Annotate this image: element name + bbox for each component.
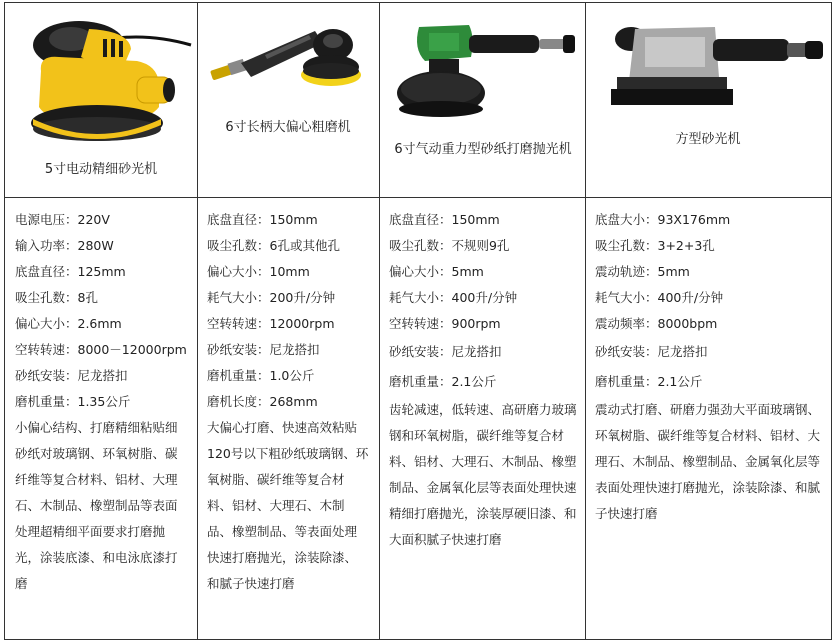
spec-row: 磨机长度：268mm <box>207 394 318 409</box>
spec-row: 空转转速：8000－12000rpm <box>15 342 187 357</box>
product-description: 小偏心结构、打磨精细粘贴细砂纸对玻璃钢、环氧树脂、碳纤维等复合材料、铝材、大理石、木制品、橡塑制品等表面处理超精细平面要求打磨抛光，涂装底漆、和电泳底漆打磨 <box>15 420 178 591</box>
spec-row: 砂纸安装：尼龙搭扣 <box>207 342 320 357</box>
spec-row: 底盘直径：150mm <box>207 212 318 227</box>
spec-row: 震动轨迹：5mm <box>595 264 690 279</box>
row-divider <box>5 197 831 198</box>
spec-row: 底盘直径：125mm <box>15 264 126 279</box>
spec-row: 耗气大小：200升/分钟 <box>207 290 336 305</box>
product-comparison-table <box>4 2 832 640</box>
column-divider <box>585 3 586 639</box>
spec-row: 磨机重量：2.1公斤 <box>389 374 497 389</box>
spec-row: 磨机重量：1.35公斤 <box>15 394 131 409</box>
product-photo-electric-sander <box>19 11 194 151</box>
product-specs <box>207 207 377 597</box>
spec-row: 空转转速：12000rpm <box>207 316 335 331</box>
spec-row: 输入功率：280W <box>15 238 114 253</box>
spec-row: 磨机重量：1.0公斤 <box>207 368 315 383</box>
product-description: 齿轮减速，低转速、高研磨力玻璃钢和环氧树脂，碳纤维等复合材料、铝材、大理石、木制品、橡塑制品、金属氧化层等表面处理快速精细打磨抛光，涂装厚硬旧漆、和大面积腻子快速打磨 <box>389 402 577 547</box>
spec-row: 偏心大小：2.6mm <box>15 316 122 331</box>
column-divider <box>197 3 198 639</box>
spec-row: 砂纸安装：尼龙搭扣 <box>389 344 502 359</box>
spec-row: 底盘大小：93X176mm <box>595 212 731 227</box>
spec-row: 吸尘孔数：8孔 <box>15 290 98 305</box>
spec-row: 砂纸安装：尼龙搭扣 <box>595 344 708 359</box>
product-specs <box>595 207 829 527</box>
column-divider <box>379 3 380 639</box>
spec-row: 震动频率：8000bpm <box>595 316 718 331</box>
spec-row: 电源电压：220V <box>15 212 110 227</box>
spec-row: 底盘直径：150mm <box>389 212 500 227</box>
spec-row: 磨机重量：2.1公斤 <box>595 374 703 389</box>
spec-row: 吸尘孔数：不规则9孔 <box>389 238 510 253</box>
spec-row: 空转转速：900rpm <box>389 316 501 331</box>
product-description: 震动式打磨、研磨力强劲大平面玻璃钢、环氧树脂、碳纤维等复合材料、铝材、大理石、木制品、橡塑制品、金属氧化层等表面处理快速打磨抛光，涂装除漆、和腻子快速打磨 <box>595 402 821 521</box>
spec-row: 偏心大小：10mm <box>207 264 310 279</box>
product-title: 方型砂光机 <box>675 132 741 147</box>
spec-row: 吸尘孔数：6孔或其他孔 <box>207 238 340 253</box>
product-title: 6寸长柄大偏心粗磨机 <box>225 120 351 135</box>
spec-row: 耗气大小：400升/分钟 <box>595 290 724 305</box>
product-specs <box>389 207 583 553</box>
product-description: 大偏心打磨、快速高效粘贴120号以下粗砂纸玻璃钢、环氧树脂、碳纤维等复合材料、铝材、大理石、木制品、橡塑制品、等表面处理快速打磨抛光，涂装除漆、和腻子快速打磨 <box>207 420 369 591</box>
spec-row: 耗气大小：400升/分钟 <box>389 290 518 305</box>
spec-row: 偏心大小：5mm <box>389 264 484 279</box>
spec-row: 吸尘孔数：3+2+3孔 <box>595 238 715 253</box>
product-title: 6寸气动重力型砂纸打磨抛光机 <box>394 142 572 157</box>
product-photo-long-handle-sander <box>205 11 375 111</box>
product-photo-gravity-sander <box>389 13 579 125</box>
product-title: 5寸电动精细砂光机 <box>44 162 158 177</box>
product-photo-square-sander <box>605 17 827 111</box>
spec-row: 砂纸安装：尼龙搭扣 <box>15 368 128 383</box>
product-specs <box>15 207 195 597</box>
